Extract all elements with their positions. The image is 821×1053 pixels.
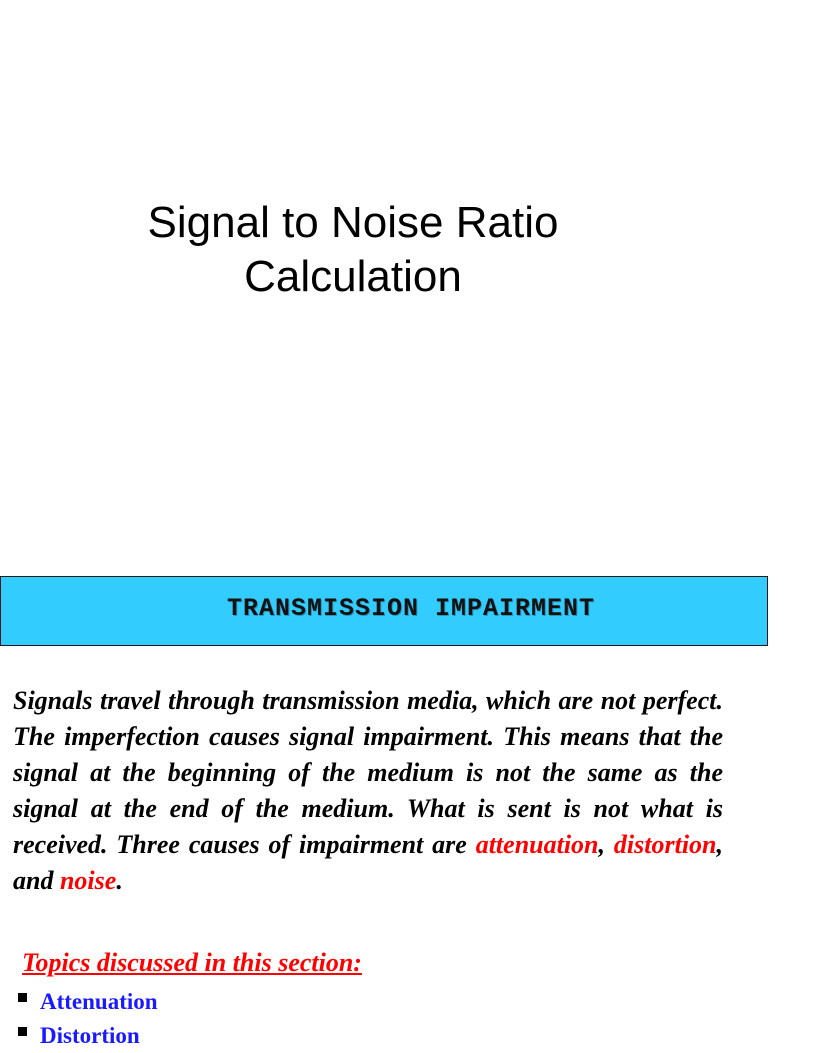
- topic-label: Distortion: [40, 1023, 140, 1048]
- slide-title-line-2: Calculation: [244, 252, 462, 301]
- paragraph-end: .: [116, 866, 123, 895]
- paragraph-text: Signals travel through transmission media, which are not perfect. The imperfection causes signal impairment. This means that the signal at the beginning of the medium is not the same as the signal at the end of the medium. What is sent is not what is received. Three causes of impairment are: [13, 686, 723, 859]
- intro-paragraph: [13, 683, 723, 899]
- slide-title-line-1: Signal to Noise Ratio: [147, 198, 559, 247]
- square-bullet-icon: [18, 993, 27, 1002]
- paragraph-separator-2: , and: [13, 830, 724, 895]
- topic-label: Attenuation: [40, 989, 158, 1014]
- slide-title: [0, 196, 706, 304]
- term-distortion: distortion: [613, 830, 717, 859]
- section-banner: [0, 576, 768, 646]
- paragraph-separator-1: ,: [598, 830, 614, 859]
- topics-heading: Topics discussed in this section:: [22, 948, 362, 977]
- term-attenuation: attenuation: [475, 830, 599, 859]
- topics-list: [18, 985, 158, 1053]
- term-noise: noise: [59, 866, 117, 895]
- list-item: [18, 985, 158, 1019]
- list-item: [18, 1019, 158, 1053]
- section-banner-title: TRANSMISSION IMPAIRMENT: [226, 594, 596, 623]
- square-bullet-icon: [18, 1027, 27, 1036]
